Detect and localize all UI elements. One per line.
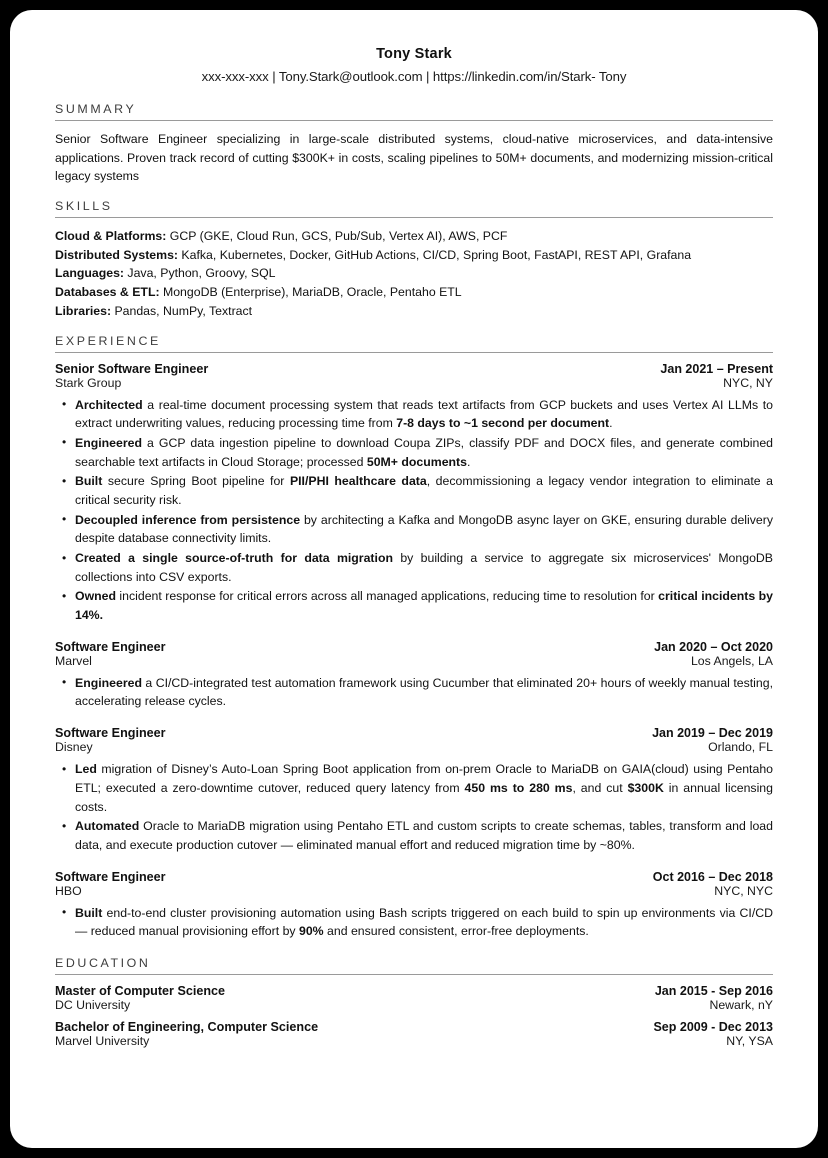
job-bullet-list	[55, 904, 773, 941]
skill-values: Pandas, NumPy, Textract	[111, 303, 253, 318]
bullet-highlight: 450 ms to 280 ms	[464, 780, 573, 795]
job-bullet-list	[55, 760, 773, 854]
experience-title-row	[55, 870, 773, 884]
skill-values: GCP (GKE, Cloud Run, GCS, Pub/Sub, Vertex AI), AWS, PCF	[166, 229, 508, 244]
job-bullet: • Created a single source-of-truth for data migration by building a service to aggregate six microservices' MongoDB collections into CSV exports.	[73, 549, 773, 586]
skill-line	[55, 264, 773, 283]
bullet-lead: Decoupled inference from persistence	[75, 512, 301, 527]
experience-company-row	[55, 376, 773, 390]
job-bullet: • Built secure Spring Boot pipeline for PII/PHI healthcare data, decommissioning a legacy vendor integration to eliminate a critical security risk.	[73, 472, 773, 509]
education-entry	[55, 984, 773, 1012]
skills-section	[55, 199, 773, 320]
job-bullet: • Built end-to-end cluster provisioning automation using Bash scripts triggered on each build to spin up environments via CI/CD — reduced manual provisioning effort by 90% and ensured consistent, error-free deployments.	[73, 904, 773, 941]
job-date-range: Jan 2019 – Dec 2019	[652, 726, 773, 741]
education-degree: Master of Computer Science	[55, 983, 226, 998]
summary-heading: SUMMARY	[55, 102, 773, 121]
job-title: Software Engineer	[55, 869, 166, 884]
bullet-highlight: PII/PHI healthcare data	[289, 474, 427, 489]
education-date-range: Jan 2015 - Sep 2016	[654, 983, 773, 998]
experience-entry	[55, 362, 773, 625]
job-bullet-list	[55, 674, 773, 711]
skill-values: Java, Python, Groovy, SQL	[124, 266, 276, 281]
summary-section	[55, 102, 773, 186]
experience-entry	[55, 640, 773, 711]
education-school: Marvel University	[55, 1033, 150, 1048]
job-bullet-list	[55, 396, 773, 625]
bullet-lead: Created a single source-of-truth for data migration	[75, 551, 393, 565]
job-bullet: • Decoupled inference from persistence by architecting a Kafka and MongoDB async layer on GKE, ensuring durable delivery despite database connectivity limits.	[73, 511, 773, 548]
bullet-highlight: 90%	[298, 924, 324, 939]
job-location: NYC, NYC	[714, 883, 773, 898]
experience-entry	[55, 870, 773, 941]
job-title: Software Engineer	[55, 639, 166, 654]
bullet-lead: Led	[75, 762, 97, 777]
education-school: DC University	[55, 997, 131, 1012]
education-list	[55, 984, 773, 1048]
job-title: Software Engineer	[55, 726, 166, 741]
job-location: Orlando, FL	[708, 740, 773, 755]
bullet-lead: Built	[75, 474, 103, 489]
bullet-lead: Engineered	[75, 435, 142, 450]
education-entry	[55, 1020, 773, 1048]
experience-title-row	[55, 726, 773, 740]
education-degree-row	[55, 1020, 773, 1034]
experience-company-row	[55, 654, 773, 668]
bullet-highlight: 50M+ documents	[366, 454, 467, 469]
job-bullet: • Owned incident response for critical errors across all managed applications, reducing time to resolution for critical incidents by 14%.	[73, 587, 773, 624]
skill-line	[55, 283, 773, 302]
education-section	[55, 956, 773, 1048]
experience-title-row	[55, 362, 773, 376]
skill-line	[55, 246, 773, 265]
experience-company-row	[55, 884, 773, 898]
job-bullet: • Automated Oracle to MariaDB migration using Pentaho ETL and custom scripts to create schemas, tables, transform and load data, and execute production cutover — eliminated manual effort and reduced migration time by ~80%.	[73, 817, 773, 854]
education-school-row	[55, 1034, 773, 1048]
job-company: Marvel	[55, 653, 92, 668]
experience-title-row	[55, 640, 773, 654]
skill-category-label: Cloud & Platforms:	[55, 229, 167, 244]
experience-section	[55, 334, 773, 941]
candidate-name: Tony Stark	[376, 46, 452, 62]
job-bullet: • Engineered a CI/CD-integrated test automation framework using Cucumber that eliminated 20+ hours of weekly manual testing, accelerating release cycles.	[73, 674, 773, 711]
education-location: Newark, nY	[709, 997, 773, 1012]
job-title: Senior Software Engineer	[55, 361, 209, 376]
bullet-lead: Architected	[75, 397, 143, 412]
education-degree-row	[55, 984, 773, 998]
job-bullet: • Led migration of Disney’s Auto-Loan Spring Boot application from on-prem Oracle to MariaDB on GAIA(cloud) using Pentaho ETL; executed a zero-downtime cutover, reduced query latency from 450 ms to 280 ms, and cut $300K in annual licensing costs.	[73, 760, 773, 816]
experience-list	[55, 362, 773, 941]
education-degree: Bachelor of Engineering, Computer Science	[55, 1019, 319, 1034]
education-school-row	[55, 998, 773, 1012]
job-bullet: • Engineered a GCP data ingestion pipeline to download Coupa ZIPs, classify PDF and DOCX files, and generate combined searchable text artifacts in Cloud Storage; processed 50M+ documents.	[73, 434, 773, 471]
summary-text: Senior Software Engineer specializing in large-scale distributed systems, cloud-native microservices, and data-intensive applications. Proven track record of cutting $300K+ in costs, scaling pipelines to 50M+ documents, and modernizing mission-critical legacy systems	[55, 132, 773, 184]
contact-line: xxx-xxx-xxx | Tony.Stark@outlook.com | https://linkedin.com/in/Stark- Tony	[201, 69, 627, 84]
education-date-range: Sep 2009 - Dec 2013	[653, 1019, 773, 1034]
skill-category-label: Libraries:	[55, 303, 112, 318]
skill-values: MongoDB (Enterprise), MariaDB, Oracle, Pentaho ETL	[159, 285, 462, 300]
job-company: HBO	[55, 883, 82, 898]
skill-values: Kafka, Kubernetes, Docker, GitHub Actions, CI/CD, Spring Boot, FastAPI, REST API, Grafana	[178, 247, 692, 262]
skills-list	[55, 227, 773, 320]
job-date-range: Jan 2021 – Present	[660, 361, 773, 376]
resume-page	[10, 10, 818, 1148]
bullet-highlight: critical incidents by 14%.	[75, 589, 774, 623]
education-location: NY, YSA	[726, 1033, 773, 1048]
experience-company-row	[55, 740, 773, 754]
job-company: Disney	[55, 740, 93, 755]
job-location: NYC, NY	[723, 375, 773, 390]
skill-category-label: Languages:	[55, 266, 125, 281]
experience-heading: EXPERIENCE	[55, 334, 773, 353]
bullet-highlight: $300K	[627, 780, 664, 795]
bullet-lead: Built	[75, 905, 103, 920]
bullet-lead: Owned	[75, 589, 116, 604]
skill-line	[55, 302, 773, 321]
experience-entry	[55, 726, 773, 854]
job-date-range: Oct 2016 – Dec 2018	[652, 869, 773, 884]
education-heading: EDUCATION	[55, 956, 773, 975]
job-date-range: Jan 2020 – Oct 2020	[654, 639, 773, 654]
bullet-lead: Engineered	[75, 675, 142, 690]
job-company: Stark Group	[55, 375, 122, 390]
bullet-lead: Automated	[75, 819, 140, 834]
bullet-highlight: 7-8 days to ~1 second per document	[396, 416, 610, 431]
job-location: Los Angels, LA	[690, 653, 773, 668]
skill-line	[55, 227, 773, 246]
skill-category-label: Databases & ETL:	[55, 285, 160, 300]
skills-heading: SKILLS	[55, 199, 773, 218]
job-bullet: • Architected a real-time document processing system that reads text artifacts from GCP buckets and uses Vertex AI LLMs to extract underwriting values, reducing processing time from 7-8 days to ~1 second per document.	[73, 396, 773, 433]
skill-category-label: Distributed Systems:	[55, 247, 178, 262]
